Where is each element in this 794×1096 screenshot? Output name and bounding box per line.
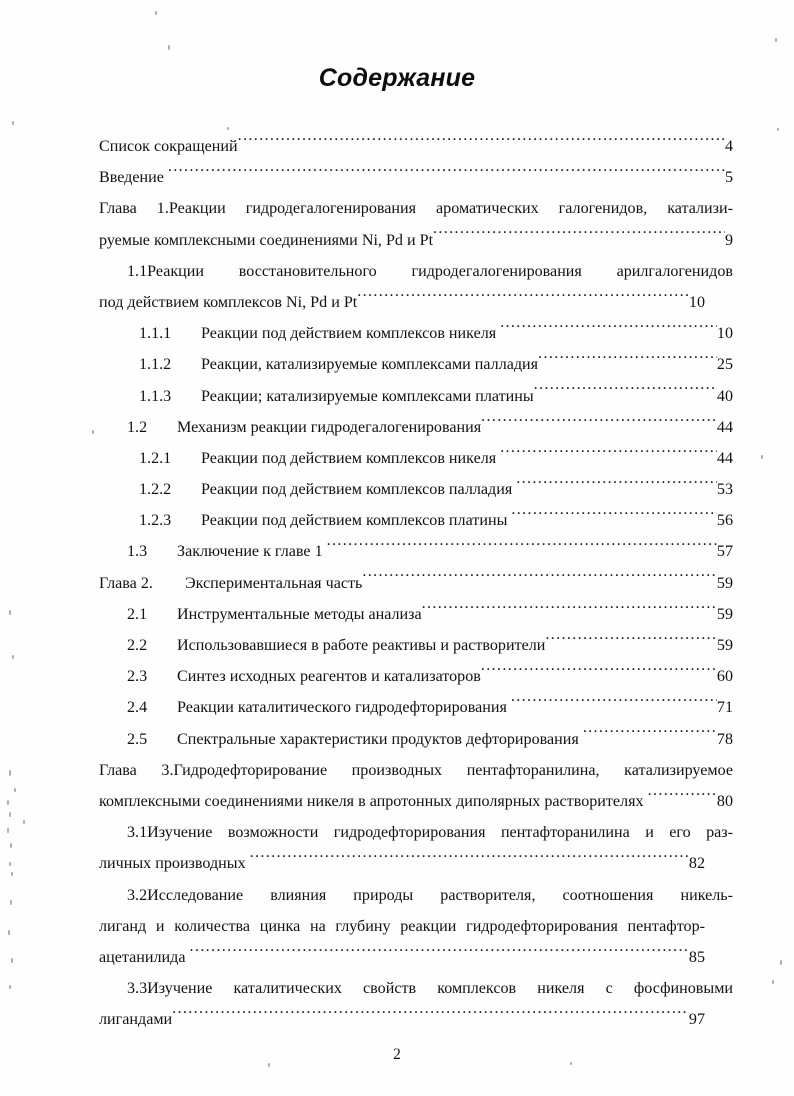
toc-entry-title-line-2: лигандами (99, 1011, 173, 1029)
dot-leader (516, 478, 717, 494)
toc-entry-number: 1.2.3 (139, 512, 172, 530)
toc-page-number: 97 (688, 1011, 705, 1029)
toc-entry-chapter-2[interactable] (99, 568, 733, 599)
toc-entry-section-1-1-2[interactable] (99, 349, 733, 380)
toc-entry-title: Спектральные характеристики продуктов дефторирования (177, 730, 583, 748)
dot-leader (168, 166, 725, 182)
toc-entry-number: 1.1.1 (139, 325, 172, 343)
toc-entry-section-1-3[interactable] (99, 536, 733, 567)
toc-entry-number: 1.2.2 (139, 481, 172, 499)
toc-entry-introduction[interactable] (99, 162, 733, 193)
toc-entry-title: Список сокращений (99, 138, 238, 155)
dot-leader (433, 228, 725, 244)
toc-page-number: 78 (716, 730, 733, 748)
toc-page-number: 82 (688, 855, 705, 873)
toc-page-number: 4 (724, 138, 733, 155)
dot-leader (511, 696, 717, 712)
dot-leader (481, 416, 717, 432)
toc-entry-number: 2.4 (127, 699, 148, 717)
toc-page-number: 59 (716, 605, 733, 623)
toc-entry-section-3-1[interactable] (99, 817, 733, 879)
dot-leader (481, 665, 717, 681)
toc-entry-section-2-1[interactable] (99, 599, 733, 630)
toc-entry-title-line-1: Реакции гидродегалогенирования ароматических галогенидов, катализи- (168, 200, 733, 218)
toc-entry-number: 2.2 (127, 637, 148, 655)
toc-entry-title: Заключение к главе 1 (177, 543, 327, 561)
toc-entry-section-1-2-1[interactable] (99, 443, 733, 474)
toc-entry-title: Реакции, катализируемые комплексами палладия (201, 356, 539, 374)
toc-entry-title: Использовавшиеся в работе реактивы и растворители (177, 637, 546, 655)
dot-leader (190, 946, 689, 962)
toc-entry-number: 1.1.2 (139, 356, 172, 374)
toc-entry-section-1-2-3[interactable] (99, 505, 733, 536)
toc-page-number: 60 (716, 668, 733, 686)
toc-page-number: 9 (724, 231, 733, 249)
dot-leader (172, 1008, 689, 1024)
toc-entry-chapter-3[interactable] (99, 755, 733, 817)
toc-entry-title: Реакции каталитического гидродефторирования (177, 699, 511, 717)
toc-page-number: 44 (716, 418, 733, 436)
toc-entry-title: Реакции под действием комплексов никеля (201, 325, 501, 343)
toc-entry-chapter-1[interactable] (99, 193, 733, 255)
toc-page-number: 71 (716, 699, 733, 717)
toc-entry-section-1-1-1[interactable] (99, 318, 733, 349)
toc-entry-number: 3.1 (127, 824, 148, 842)
toc-entry-number: 1.2 (127, 418, 148, 436)
dot-leader (238, 135, 725, 151)
toc-entry-number: 1.1.3 (139, 387, 172, 405)
dot-leader (250, 852, 689, 868)
toc-entry-title: Реакции под действием комплексов платины (201, 512, 512, 530)
toc-page-number: 10 (688, 293, 705, 311)
toc-entry-number: 2.1 (127, 605, 148, 623)
toc-page-number: 25 (716, 356, 733, 374)
toc-entry-title-line-1: Гидродефторирование производных пентафторанилина, катализируемое (173, 761, 733, 779)
toc-entry-title: Инструментальные методы анализа (177, 605, 422, 623)
toc-entry-section-3-3[interactable] (99, 973, 733, 1035)
dot-leader (534, 384, 717, 400)
page-folio-number: 2 (393, 1046, 401, 1063)
toc-entry-title: Реакции; катализируемые комплексами платины (201, 387, 534, 405)
toc-entry-title-line-2: под действием комплексов Ni, Pd и Pt (99, 293, 358, 311)
toc-entry-title: Реакции под действием комплексов никеля (201, 449, 501, 467)
toc-entry-number: 1.1 (127, 262, 148, 280)
dot-leader (357, 291, 689, 307)
toc-entry-title-line-1: Изучение каталитических свойств комплексов никеля с фосфиновыми (147, 980, 733, 998)
toc-page-number: 80 (716, 792, 733, 810)
toc-entry-title: Введение (99, 169, 168, 187)
toc-entry-section-2-5[interactable] (99, 724, 733, 755)
page-title: Содержание (318, 64, 476, 92)
toc-page-number: 5 (724, 169, 733, 187)
toc-entry-title-line-3: ацетанилида (99, 948, 190, 966)
toc-entry-section-1-1[interactable] (99, 256, 733, 318)
dot-leader (511, 509, 717, 525)
dot-leader (422, 603, 717, 619)
toc-entry-number: 3.3 (127, 980, 148, 998)
toc-entry-title-line-1: Изучение возможности гидродефторирования пентафторанилина и его раз- (147, 824, 733, 842)
dot-leader (538, 353, 717, 369)
toc-entry-title-line-2: комплексными соединениями никеля в апротонных диполярных растворителях (99, 792, 648, 810)
toc-page-number: 59 (716, 637, 733, 655)
toc-entry-title: Реакции под действием комплексов палладия (201, 481, 517, 499)
table-of-contents (99, 131, 733, 1036)
dot-leader (545, 634, 716, 650)
toc-entry-title-line-2: лиганд и количества цинка на глубину реакции гидродефторирования пентафтор- (99, 917, 705, 935)
toc-entry-section-2-2[interactable] (99, 630, 733, 661)
toc-page-number: 57 (716, 543, 733, 561)
toc-entry-title-line-2: личных производных (99, 855, 250, 873)
toc-page-number: 85 (688, 948, 705, 966)
toc-entry-number: 1.2.1 (139, 449, 172, 467)
toc-entry-title: Синтез исходных реагентов и катализаторов (177, 668, 481, 686)
toc-page-number: 10 (716, 325, 733, 343)
dot-leader (500, 447, 717, 463)
toc-entry-number: Глава 2. (99, 574, 153, 592)
toc-entry-number: 2.3 (127, 668, 148, 686)
toc-entry-number: 3.2 (127, 886, 148, 904)
dot-leader (583, 728, 717, 744)
toc-entry-number: 1.3 (127, 543, 148, 561)
toc-page-number: 40 (716, 387, 733, 405)
toc-entry-section-2-4[interactable] (99, 692, 733, 723)
toc-entry-title: Экспериментальная часть (185, 574, 363, 592)
dot-leader (648, 790, 717, 806)
dot-leader (327, 540, 717, 556)
dot-leader (500, 322, 717, 338)
dot-leader (362, 572, 717, 588)
toc-entry-title-line-2: руемые комплексными соединениями Ni, Pd и Pt (99, 231, 434, 249)
toc-page-number: 53 (716, 481, 733, 499)
toc-entry-section-1-2-2[interactable] (99, 474, 733, 505)
toc-page-number: 59 (716, 574, 733, 592)
toc-entry-section-1-2[interactable] (99, 412, 733, 443)
toc-entry-number: 2.5 (127, 730, 148, 748)
toc-entry-title: Механизм реакции гидродегалогенирования (177, 418, 482, 436)
toc-entry-list-of-abbreviations[interactable] (99, 131, 733, 162)
toc-entry-number: Глава 1. (99, 200, 169, 218)
toc-entry-title-line-1: Реакции восстановительного гидродегалогенирования арилгалогенидов (147, 262, 733, 280)
toc-entry-section-2-3[interactable] (99, 661, 733, 692)
toc-entry-section-3-2[interactable] (99, 880, 733, 974)
toc-entry-section-1-1-3[interactable] (99, 381, 733, 412)
toc-page-number: 56 (716, 512, 733, 530)
toc-entry-title-line-1: Исследование влияния природы растворителя, соотношения никель- (147, 886, 733, 904)
toc-entry-number: Глава 3. (99, 761, 174, 779)
toc-page-number: 44 (716, 449, 733, 467)
